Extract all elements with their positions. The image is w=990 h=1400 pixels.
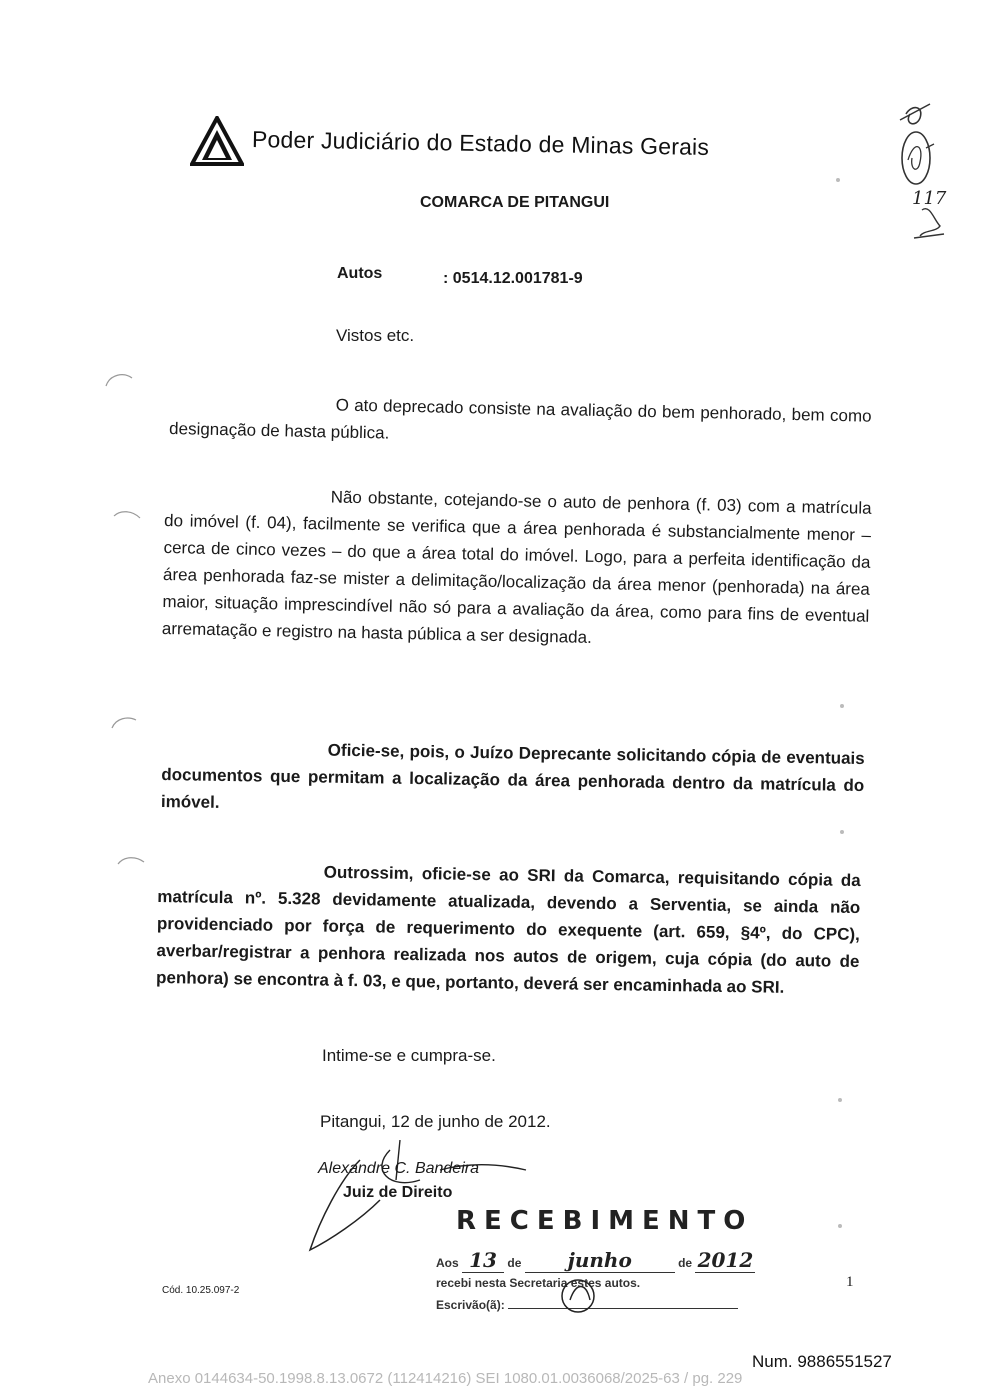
document-number: Num. 9886551527 [752,1352,892,1371]
margin-annotation: 117 [912,188,947,209]
speck [840,830,844,834]
paragraph-2-text: Não obstante, cotejando-se o auto de penhora (f. 03) com a matrícula do imóvel (f. 04), facilmente se verifica que a área penhorada é substancialmente menor – cerca de cinco vezes – do que a área total do imóvel. Logo, para a perfeita identificação da área penhorada faz-se mister a delimitação/localização da área menor (penhorada) na área maior, situação imprescindível não só para a avaliação da área, como para fins de eventual arrematação e registro na hasta pública a ser designada. [161,487,872,647]
paragraph-1-text: O ato deprecado consiste na avaliação do bem penhorado, bem como designação de hasta pública. [168,395,872,443]
margin-handwriting-icon [890,100,970,260]
paragraph-2 [162,480,872,657]
page-number: 1 [846,1274,854,1290]
receipt-stamp-title: RECEBIMENTO [456,1206,754,1236]
paragraph-4-text: Outrossim, oficie-se ao SRI da Comarca, requisitando cópia da matrícula nº. 5.328 devidamente atualizada, devendo a Serventia, se ainda não providenciado por força de requerimento do exequente (art. 659, §4º, do CPC), averbar/registrar a penhora realizada nos autos de origem, cuja cópia (do auto de penhora) se encontra à f. 03, e que, portanto, deverá ser encaminhada ao SRI. [155,862,861,997]
punch-mark-icon [110,712,140,732]
receipt-de-label-1: de [507,1256,522,1270]
triangle-logo-icon [190,116,244,166]
judge-name: Alexandre C. Bandeira [318,1160,479,1177]
speck [836,178,840,182]
speck [840,704,844,708]
institution-title: Poder Judiciário do Estado de Minas Gerais [251,126,710,160]
paragraph-4 [156,856,861,1002]
paragraph-1 [169,388,872,457]
receipt-escrivao-label: Escrivão(ã): [436,1298,505,1312]
punch-mark-icon [104,370,134,390]
punch-mark-icon [112,506,142,526]
receipt-date-line [436,1248,755,1273]
vistos-text: Vistos etc. [336,326,415,345]
speck [838,1098,842,1102]
paragraph-3 [161,734,865,826]
intime-text: Intime-se e cumpra-se. [322,1046,496,1065]
judge-title: Juiz de Direito [343,1184,453,1201]
punch-mark-icon [116,852,146,872]
escrivao-signature-icon [556,1276,606,1316]
receipt-aos-label: Aos [436,1256,459,1270]
comarca-title: COMARCA DE PITANGUI [420,194,610,211]
form-code: Cód. 10.25.097-2 [162,1285,240,1296]
place-date: Pitangui, 12 de junho de 2012. [320,1112,551,1131]
footer-reference: Anexo 0144634-50.1998.8.13.0672 (112414216) SEI 1080.01.0036068/2025-63 / pg. 229 [148,1370,743,1387]
paragraph-3-text: Oficie-se, pois, o Juízo Deprecante solicitando cópia de eventuais documentos que permitam a localização da área penhorada dentro da matrícula do imóvel. [160,740,865,812]
autos-label: Autos [337,265,383,282]
receipt-de-label-2: de [678,1256,693,1270]
receipt-year: 2012 [695,1248,755,1273]
autos-number: : 0514.12.001781-9 [443,270,583,287]
receipt-received-line: recebi nesta Secretaria estes autos. [436,1276,641,1290]
receipt-month: junho [525,1248,675,1273]
receipt-day: 13 [462,1248,504,1273]
speck [838,1224,842,1228]
